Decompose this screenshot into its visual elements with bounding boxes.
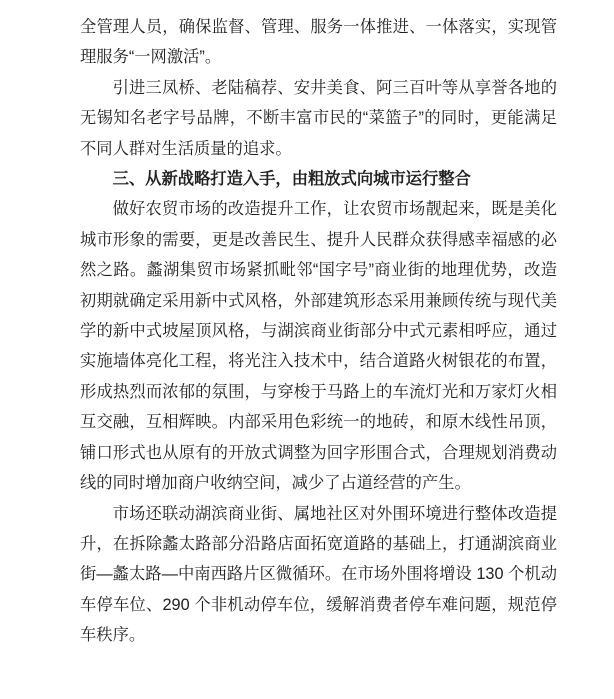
paragraph-continuation: 全管理人员，确保监督、管理、服务一体推进、一体落实，实现管理服务“一网激活”。 [80, 18, 557, 67]
paragraph-surroundings: 市场还联动湖滨商业街、属地社区对外围环境进行整体改造提升，在拆除蠡太路部分沿路店面拓宽道路的基础上，打通湖滨商业街—蠡太路—中南西路片区微循环。在市场外围将增设 130 个机动车停车位、290 个非机动停车位，缓解消费者停车难问题，规范停车秩序。 [80, 504, 557, 645]
paragraph-renovation: 做好农贸市场的改造提升工作，让农贸市场靓起来，既是美化城市形象的需要，更是改善民生、提升人民群众获得感幸福感的必然之路。蠡湖集贸市场紧抓毗邻“国字号”商业街的地理优势，改造初期就确定采用新中式风格，外部建筑形态采用兼顾传统与现代美学的新中式坡屋顶风格，与湖滨商业街部分中式元素相呼应，通过实施墙体亮化工程，将光注入技术中，结合道路火树银花的布置，形成热烈而浓郁的氛围，与穿梭于马路上的车流灯光和万家灯火相互交融，互相辉映。内部采用色彩统一的地砖，和原木线性吊顶，铺口形式也从原有的开放式调整为回字形围合式，合理规划消费动线的同时增加商户收纳空间，减少了占道经营的产生。 [80, 200, 557, 493]
section-heading: 三、从新战略打造入手，由粗放式向城市运行整合 [112, 170, 471, 189]
paragraph-brands: 引进三凤桥、老陆稿荐、安井美食、阿三百叶等从享誉各地的无锡知名老字号品牌，不断丰富市民的“菜篮子”的同时，更能满足不同人群对生活质量的追求。 [80, 78, 557, 158]
